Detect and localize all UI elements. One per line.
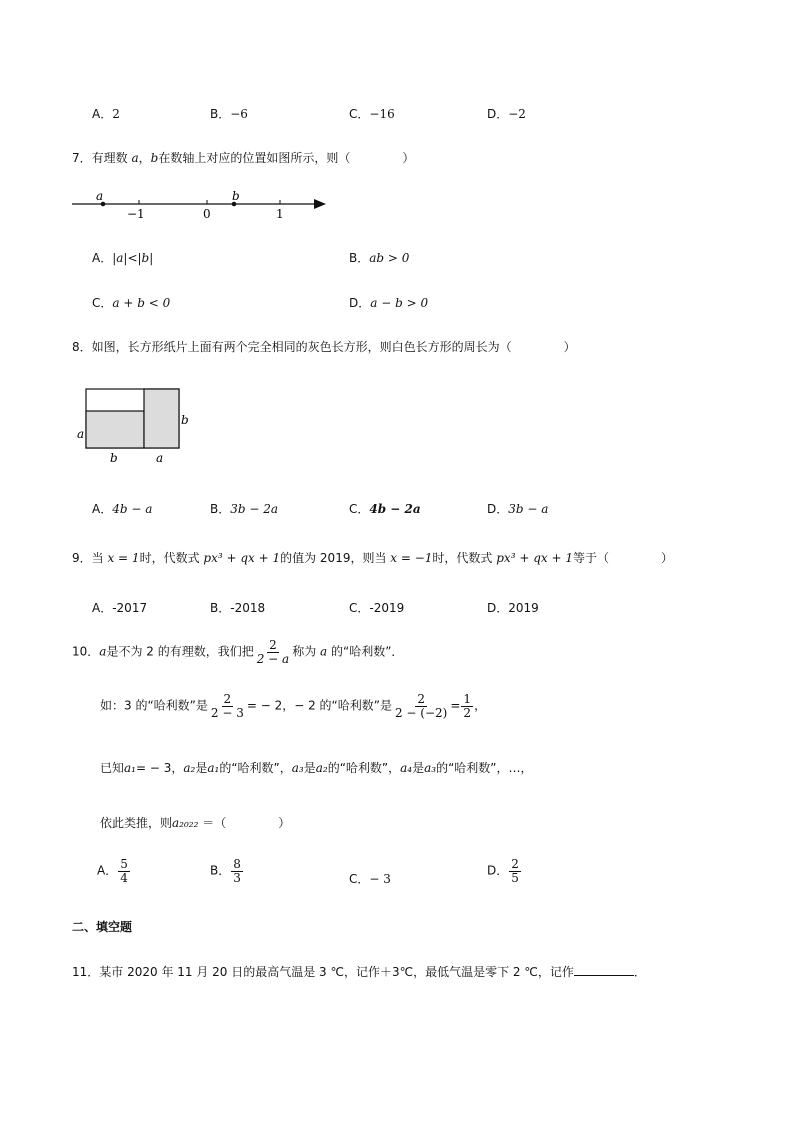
q6-option-c: C．−16 [349, 107, 395, 121]
q7-option-c: C．a + b < 0 [92, 296, 171, 310]
label-a-bottom: a [156, 451, 164, 465]
number-line-arrow [314, 199, 326, 209]
q10-is-2: 是 [303, 761, 316, 775]
q10-option-c: C．− 3 [349, 872, 391, 886]
q10-stem: 10．a是不为 2 的有理数，我们把 $\frac{2}{2 - a}$ 称为 a 的“哈利数”． [72, 638, 404, 666]
q8-option-c: C．4b − 2a [349, 502, 421, 516]
q10-infer: 依此类推，则a₂₀₂₂ ＝（ ） [100, 816, 291, 830]
q11-stem: 11．某市 2020 年 11 月 20 日的最高气温是 3 ℃，记作＋3℃，最低气温是零下 2 ℃，记作 ． [72, 965, 646, 979]
q9-expr-repeat: px³ + qx + 1 [496, 551, 573, 565]
q10-var-a-repeat: a [320, 644, 328, 659]
q7-stem: 7．有理数 a，b在数轴上对应的位置如图所示，则（ ） [72, 151, 415, 165]
tick-label-minus-one: −1 [127, 207, 145, 221]
q9-option-a: A．-2017 [92, 601, 148, 615]
tick-label-one: 1 [276, 207, 284, 221]
gray-rectangle-bottom [86, 411, 144, 448]
q11-answer-blank[interactable] [574, 964, 634, 976]
q7-option-d: D．a − b > 0 [349, 296, 429, 310]
q8-option-b: B．3b − 2a [210, 502, 279, 516]
label-a: a [96, 189, 104, 203]
q8-option-a: A．4b − a [92, 502, 153, 516]
q7-option-b: B．ab > 0 [349, 251, 410, 265]
q10-example: 如：3 的“哈利数”是 $\frac{2}{2 - 3}$ = − 2，− 2 的“哈利数”是 $\frac{2}{2 - (-2)}$ = $\frac{1}{2}$ ， [100, 692, 487, 720]
q9-option-b: B．-2018 [210, 601, 266, 615]
q10-is-3: 是 [412, 761, 425, 775]
q6-option-b: B．−6 [210, 107, 248, 121]
q9-option-c: C．-2019 [349, 601, 405, 615]
q6-option-a: A．2 [92, 107, 120, 121]
q8-option-d: D．3b − a [487, 502, 549, 516]
label-b-bottom: b [110, 451, 118, 465]
q6-option-d: D．−2 [487, 107, 526, 121]
rectangle-figure [74, 385, 194, 467]
tick-label-zero: 0 [203, 207, 211, 221]
q8-stem: 8．如图，长方形纸片上面有两个完全相同的灰色长方形，则白色长方形的周长为（ ） [72, 340, 576, 354]
label-b: b [232, 189, 240, 203]
label-a-left: a [77, 427, 85, 441]
q10-option-a: A． $\frac{5}{4}$ [97, 857, 128, 885]
q10-hl-2: 的“哈利数”， [327, 761, 401, 775]
gray-rectangle-right [144, 389, 179, 448]
q10-option-d: D． $\frac{2}{5}$ [487, 857, 519, 885]
q10-option-b: B． $\frac{8}{3}$ [210, 857, 241, 885]
number-line-figure [70, 186, 330, 222]
q7-option-a: A．|a|<|b| [92, 251, 154, 265]
q9-stem: 9．当 x = 1时，代数式 px³ + qx + 1的值为 2019，则当 x = −1时，代数式 px³ + qx + 1等于（ ） [72, 551, 673, 565]
label-b-right: b [181, 413, 189, 427]
q10-known: 已知a₁= − 3，a₂是a₁的“哈利数”，a₃是a₂的“哈利数”，a₄是a₃的“哈利数”，…， [100, 761, 533, 775]
section-title-fill-in: 二、填空题 [72, 920, 133, 934]
q9-option-d: D．2019 [487, 601, 539, 615]
